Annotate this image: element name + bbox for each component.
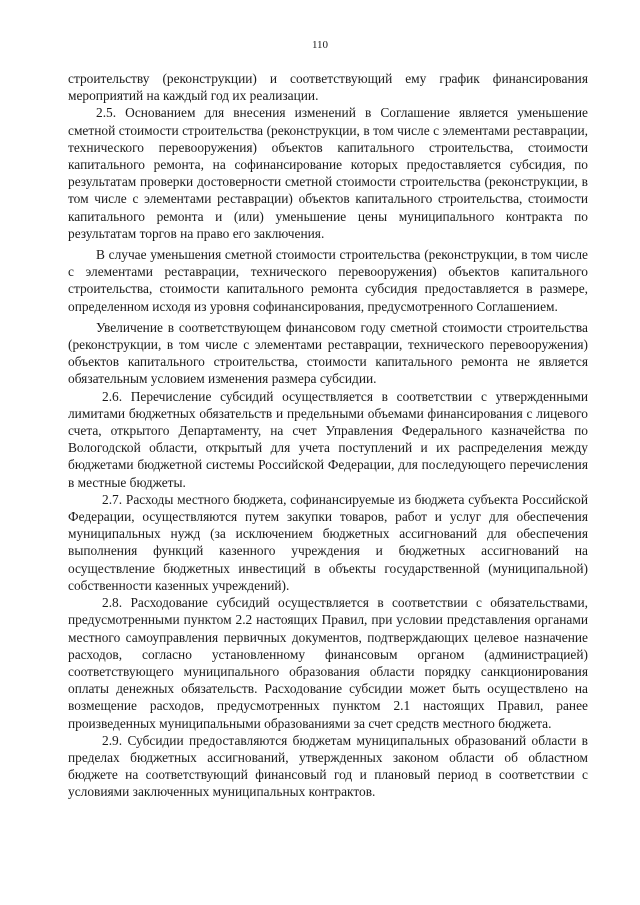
paragraph-2-8: 2.8. Расходование субсидий осуществляется в соответствии с обязательствами, предусмотренными пунктом 2.2 настоящих Правил, при условии представления органами местного самоуправления первичных документов, подтверждающих целевое назначение расходов, согласно установленному финансовым органом (администрацией) соответствующего муниципального образования области порядку санкционирования оплаты денежных обязательств. Расходование субсидии может быть осуществлено на возмещение расходов, предусмотренных пунктом 2.1 настоящих Правил, ранее произведенных муниципальными образованиями за счет средств местного бюджета. xyxy=(68,595,588,731)
page-number: 110 xyxy=(311,39,329,51)
paragraph-2-5-reduction: В случае уменьшения сметной стоимости строительства (реконструкции, в том числе с элементами реставрации, технического перевооружения) объектов капитального строительства, стоимости капитального ремонта субсидия предоставляется в размере, определенном исходя из уровня софинансирования, предусмотренного Соглашением. xyxy=(68,247,588,314)
paragraph-2-6: 2.6. Перечисление субсидий осуществляется в соответствии с утвержденными лимитами бюджетных обязательств и предельными объемами финансирования с лицевого счета, открытого Департаменту, на счет Управления Федерального казначейства по Вологодской области, открытый для учета поступлений и их распределения между бюджетами бюджетной системы Российской Федерации, для последующего перечисления в местные бюджеты. xyxy=(68,388,588,490)
paragraph-2-5-increase: Увеличение в соответствующем финансовом году сметной стоимости строительства (реконструкции, в том числе с элементами реставрации, технического перевооружения) объектов капитального строительства, стоимости капитального ремонта не является обязательным условием изменения размера субсидии. xyxy=(68,319,588,387)
document-body xyxy=(68,70,588,801)
paragraph-2-7: 2.7. Расходы местного бюджета, софинансируемые из бюджета субъекта Российской Федерации, осуществляются путем закупки товаров, работ и услуг для обеспечения муниципальных нужд (за исключением бюджетных ассигнований для обеспечения выполнения функций казенного учреждения и бюджетных ассигнований на осуществление бюджетных инвестиций в объекты государственной (муниципальной) собственности казенных учреждений). xyxy=(68,491,588,593)
paragraph-2-5: 2.5. Основанием для внесения изменений в Соглашение является уменьшение сметной стоимости строительства (реконструкции, в том числе с элементами реставрации, технического перевооружения) объектов капитального строительства, стоимости капитального ремонта, на софинансирование которых предоставляется субсидия, по результатам проверки достоверности сметной стоимости строительства (реконструкции, в том числе с элементами реставрации) объектов капитального строительства, стоимости капитального ремонта и (или) уменьшение цены муниципального контракта по результатам торгов на право его заключения. xyxy=(68,105,588,241)
paragraph-2-9: 2.9. Субсидии предоставляются бюджетам муниципальных образований области в пределах бюджетных ассигнований, утвержденных законом области об областном бюджете на соответствующий финансовый год и плановый период в соответствии с условиями заключенных муниципальных контрактов. xyxy=(68,732,588,800)
paragraph-continuation: строительству (реконструкции) и соответствующий ему график финансирования мероприятий на каждый год их реализации. xyxy=(68,71,588,104)
